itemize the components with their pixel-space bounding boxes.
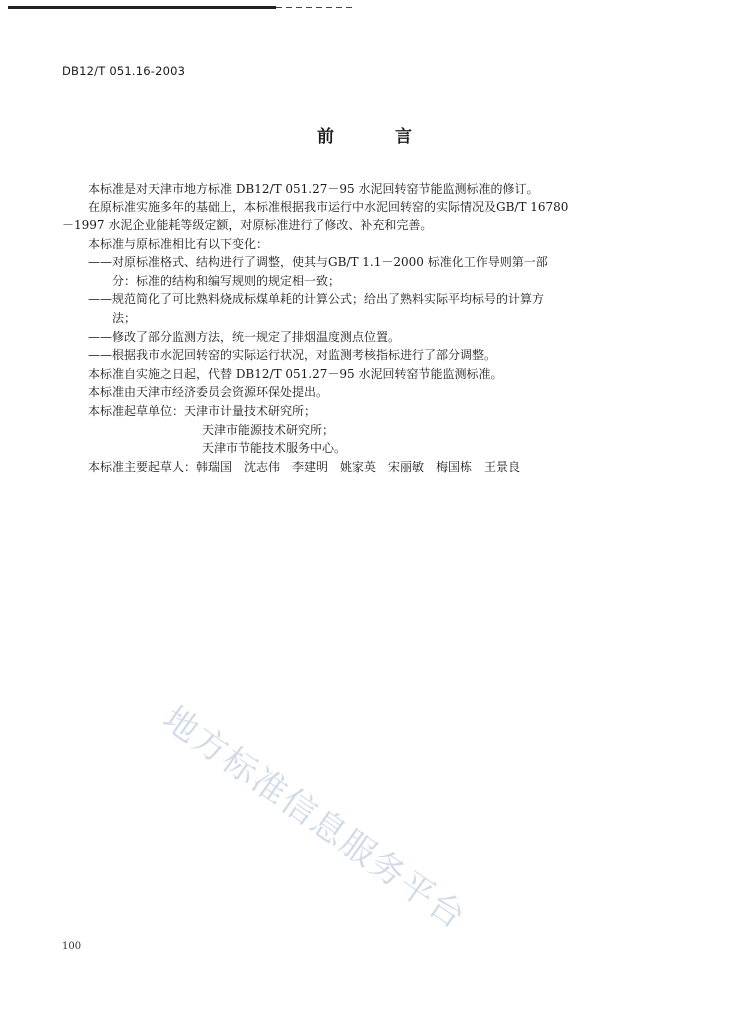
top-rule-thin (276, 7, 356, 8)
top-rule (8, 5, 348, 9)
page-title: 前 言 (317, 127, 434, 147)
page-number: 100 (62, 941, 82, 952)
paragraph: 本标准主要起草人：韩瑞国 沈志伟 李建明 姚家英 宋丽敏 梅国栋 王景良 (88, 460, 521, 474)
list-item-continuation: 分：标准的结构和编写规则的规定相一致； (112, 274, 341, 288)
list-item: ——根据我市水泥回转窑的实际运行状况，对监测考核指标进行了部分调整。 (88, 348, 497, 362)
paragraph-continuation: 天津市节能技术服务中心。 (202, 441, 347, 455)
paragraph: 在原标准实施多年的基础上，本标准根据我市运行中水泥回转窑的实际情况及GB/T 16780 (88, 200, 569, 214)
paragraph-continuation: 天津市能源技术研究所； (202, 423, 335, 437)
paragraph: －1997 水泥企业能耗等级定额，对原标准进行了修改、补充和完善。 (62, 218, 433, 232)
top-rule-thick (8, 6, 276, 9)
paragraph: 本标准自实施之日起，代替 DB12/T 051.27－95 水泥回转窑节能监测标准。 (88, 367, 503, 381)
standard-code: DB12/T 051.16-2003 (62, 64, 186, 78)
list-item-continuation: 法； (112, 311, 137, 325)
list-item: ——修改了部分监测方法，统一规定了排烟温度测点位置。 (88, 330, 401, 344)
list-item: ——规范简化了可比熟料烧成标煤单耗的计算公式；给出了熟料实际平均标号的计算方 (88, 292, 545, 306)
paragraph: 本标准起草单位：天津市计量技术研究所； (88, 404, 317, 418)
watermark: 地方标准信息服务平台 (155, 698, 474, 938)
paragraph: 本标准是对天津市地方标准 DB12/T 051.27－95 水泥回转窑节能监测标准的修订。 (88, 182, 539, 196)
paragraph: 本标准由天津市经济委员会资源环保处提出。 (88, 385, 329, 399)
list-item: ——对原标准格式、结构进行了调整，使其与GB/T 1.1－2000 标准化工作导则第一部 (88, 255, 548, 269)
paragraph: 本标准与原标准相比有以下变化： (88, 237, 269, 251)
